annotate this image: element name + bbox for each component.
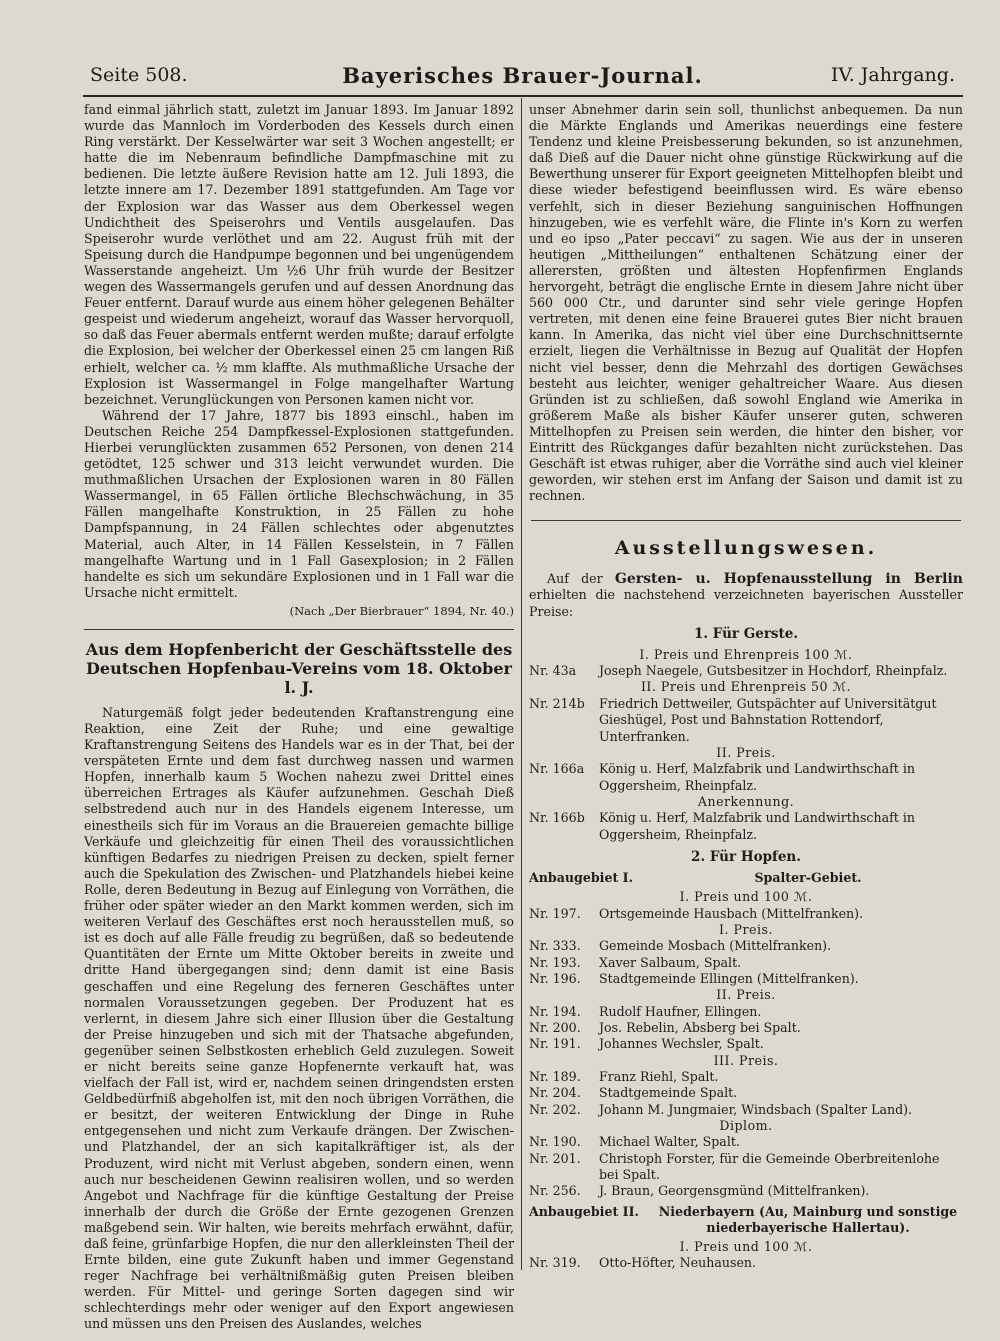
prize-heading: I. Preis. — [719, 921, 773, 937]
entry-text: Ortsgemeinde Hausbach (Mittelfranken). — [599, 905, 864, 921]
growing-area-heading — [529, 1204, 963, 1236]
right-column — [529, 102, 963, 1271]
boiler-statistics-paragraph: Während der 17 Jahre, 1877 bis 1893 einschl., haben im Deutschen Reiche 254 Dampfkessel-Explosionen stattgefunden. Hierbei verunglückten zusammen 652 Personen, von denen 214 getödtet, 125 schwer und 313 leicht verwundet wurden. Die muthmaßlichen Ursachen der Explosionen waren in 80 Fällen Wassermangel, in 65 Fällen örtliche Blechschwächung, in 35 Fällen mangelhafte Konstruktion, in 25 Fällen zu hohe Dampfspannung, in 24 Fällen schlechtes oder abgenutztes Material, auch Alter, in 14 Fällen Kesselstein, in 7 Fällen mangelhafte Wartung und in 1 Fall Gasexplosion; in 2 Fällen handelte es sich um sekundäre Explosionen und in 1 Fall war die Ursache nicht ermittelt. — [84, 407, 514, 600]
entry-number: Nr. 166b — [529, 810, 585, 826]
hop-report-continuation: unser Abnehmer darin sein soll, thunlichst anbequemen. Da nun die Märkte Englands und Amerikas neuerdings eine festere Tendenz und kleine Preisbesserung bekunden, so ist anzunehmen, daß Dieß auf die Dauer nicht ohne günstige Rückwirkung auf die Bewerthung unserer für Export geeigneten Mittelhopfen bleibt und diese wieder befestigend beeinflussen wird. Es wäre ebenso verfehlt, sich in dieser Beziehung sanguinischen Hoffnungen hinzugeben, wie es verfehlt wäre, die Flinte in's Korn zu werfen und eo ipso „Pater peccavi“ zu sagen. Wie aus der in unseren heutigen „Mittheilungen“ enthaltenen Schätzung einer der allerersten, größten und ältesten Hopfenfirmen Englands hervorgeht, beträgt die englische Ernte in diesem Jahre nicht über 560 000 Ctr., und darunter sind sehr viele geringe Hopfen vertreten, mit denen eine feine Brauerei gutes Bier nicht brauen kann. In Amerika, das nicht viel über eine Durchschnittsernte erzielt, liegen die Verhältnisse in Bezug auf Qualität der Hopfen nicht viel besser, denn die Mehrzahl des dortigen Gewächses besteht aus leichter, weniger gehaltreicher Waare. Aus diesen Gründen ist zu schließen, daß sowohl England wie Amerika in größerem Maße als bisher Käufer unserer guten, schweren Mittelhopfen zu Preisen sein werden, die hinter den bisher, vor Eintritt des Rückganges dafür bezahlten nicht zurückstehen. Das Geschäft ist etwas ruhiger, aber die Vorräthe sind auch viel kleiner geworden, wir stehen erst im Anfang der Saison und damit ist zu rechnen. — [529, 102, 963, 504]
boiler-report-continuation: fand einmal jährlich statt, zuletzt im Januar 1893. Im Januar 1892 wurde das Mannloch im Vorderboden des Kessels durch einen Ring verstärkt. Der Kesselwärter war seit 3 Wochen angestellt; er hatte die im Nebenraum befindliche Dampfmaschine mit zu bedienen. Die letzte äußere Revision hatte am 12. Juli 1893, die letzte innere am 17. Dezember 1891 stattgefunden. Am Tage vor der Explosion war das Wasser aus dem Oberkessel wegen Undichtheit des Speiserohrs und Ventils ausgelaufen. Das Speiserohr wurde verlöthet und am 22. August früh mit der Speisung durch die Handpumpe begonnen und bei ungenügendem Wasserstande angeheizt. Um ½6 Uhr früh wurde der Besitzer wegen des Wassermangels gerufen und auf dessen Anordnung das Feuer entfernt. Darauf wurde aus einem höher gelegenen Behälter gespeist und wiederum angeheizt, worauf das Wasser hervorquoll, so daß das Feuer abermals entfernt werden mußte; darauf erfolgte die Explosion, bei welcher der Oberkessel einen 25 cm langen Riß erhielt, welcher ca. ½ mm klaffte. Als muthmaßliche Ursache der Explosion ist Wassermangel in Folge mangelhafter Wartung bezeichnet. Verunglückungen von Personen kamen nicht vor. — [84, 102, 514, 407]
list-item — [529, 1151, 963, 1184]
entry-text: Otto-Höfter, Neuhausen. — [599, 1255, 757, 1271]
entry-text: Xaver Salbaum, Spalt. — [599, 954, 742, 970]
prize-heading: Anerkennung. — [697, 793, 795, 809]
hop-report-title: Aus dem Hopfenbericht der Geschäftsstelle des Deutschen Hopfenbau-Vereins vom 18. Oktober l. J. — [85, 639, 513, 697]
entry-number: Nr. 333. — [529, 938, 581, 954]
article-separator — [84, 629, 514, 630]
growing-area-heading — [529, 870, 963, 886]
entry-text: Jos. Rebelin, Absberg bei Spalt. — [599, 1019, 801, 1035]
area-name: Niederbayern (Au, Mainburg und sonstige niederbayerische Hallertau). — [658, 1203, 958, 1235]
journal-title: Bayerisches Brauer-Journal. — [342, 63, 703, 88]
list-item — [529, 1255, 963, 1271]
entry-number: Nr. 196. — [529, 970, 581, 986]
prize-heading: Diplom. — [719, 1117, 773, 1133]
entry-number: Nr. 193. — [529, 954, 581, 970]
entry-text: Franz Riehl, Spalt. — [599, 1069, 719, 1085]
list-item — [529, 810, 963, 843]
volume-year: IV. Jahrgang. — [830, 64, 955, 86]
exhibition-intro — [529, 571, 963, 619]
entry-text: König u. Herf, Malzfabrik und Landwirthschaft in Oggersheim, Rheinpfalz. — [599, 810, 915, 842]
source-citation: (Nach „Der Bierbrauer“ 1894, Nr. 40.) — [289, 603, 514, 618]
entry-number: Nr. 191. — [529, 1036, 581, 1052]
entry-number: Nr. 204. — [529, 1085, 581, 1101]
list-item — [529, 761, 963, 794]
intro-exhibition-name: Gersten- u. Hopfenausstellung in Berlin — [614, 571, 963, 588]
entry-number: Nr. 200. — [529, 1019, 581, 1035]
entry-text: Johannes Wechsler, Spalt. — [599, 1036, 764, 1052]
entry-number: Nr. 43a — [529, 663, 577, 679]
entry-number: Nr. 197. — [529, 905, 581, 921]
entry-text: Joseph Naegele, Gutsbesitzer in Hochdorf, Rheinpfalz. — [599, 663, 948, 679]
prize-heading: I. Preis und 100 ℳ. — [679, 889, 813, 904]
section-separator — [531, 520, 961, 521]
list-item — [529, 955, 963, 971]
entry-number: Nr. 190. — [529, 1134, 581, 1150]
entry-number: Nr. 194. — [529, 1003, 581, 1019]
list-item — [529, 938, 963, 954]
list-item — [529, 663, 963, 679]
entry-text: Stadtgemeinde Ellingen (Mittelfranken). — [599, 970, 859, 986]
area-label: Anbaugebiet II. — [529, 1203, 639, 1219]
area-label: Anbaugebiet I. — [529, 870, 633, 885]
entry-number: Nr. 189. — [529, 1069, 581, 1085]
entry-number: Nr. 319. — [529, 1255, 581, 1271]
prize-heading: I. Preis und Ehrenpreis 100 ℳ. — [639, 646, 853, 662]
entry-text: Rudolf Haufner, Ellingen. — [599, 1003, 762, 1019]
category-hops: 2. Für Hopfen. — [691, 849, 801, 865]
intro-lead: Auf der — [547, 571, 603, 587]
entry-text: Michael Walter, Spalt. — [599, 1134, 740, 1150]
area-name: Spalter-Gebiet. — [754, 870, 862, 885]
header-rule — [83, 95, 963, 97]
left-column — [84, 102, 514, 1333]
list-item — [529, 1004, 963, 1020]
entry-text: Christoph Forster, für die Gemeinde Oberbreitenlohe bei Spalt. — [599, 1150, 940, 1183]
category-barley: 1. Für Gerste. — [693, 625, 799, 642]
list-item — [529, 1183, 963, 1199]
prize-heading: I. Preis und 100 ℳ. — [679, 1238, 813, 1254]
entry-text: Stadtgemeinde Spalt. — [599, 1085, 738, 1101]
entry-number: Nr. 256. — [529, 1183, 581, 1199]
entry-number: Nr. 214b — [529, 695, 585, 711]
entry-text: Gemeinde Mosbach (Mittelfranken). — [599, 938, 832, 954]
list-item — [529, 906, 963, 922]
list-item — [529, 696, 963, 745]
prize-heading: II. Preis. — [716, 744, 776, 760]
exhibition-section-title: Ausstellungswesen. — [614, 537, 878, 560]
entry-number: Nr. 201. — [529, 1150, 581, 1166]
column-divider — [521, 98, 522, 1270]
entry-number: Nr. 166a — [529, 761, 585, 777]
prize-heading: II. Preis und Ehrenpreis 50 ℳ. — [640, 679, 852, 695]
list-item — [529, 1134, 963, 1150]
page-header — [90, 64, 955, 94]
prize-heading: II. Preis. — [716, 987, 776, 1003]
entry-text: J. Braun, Georgensgmünd (Mittelfranken). — [599, 1183, 870, 1199]
hop-report-body: Naturgemäß folgt jeder bedeutenden Kraftanstrengung eine Reaktion, eine Zeit der Ruhe; und eine gewaltige Kraftanstrengung Seitens des Handels war es in der That, bei der verspäteten Ernte und dem fast durchweg nassen und warmen Hopfen, innerhalb kaum 5 Wochen nahezu zwei Drittel eines überreichen Ertrages als Käufer aufzunehmen. Geschah Dieß selbstredend auch nur in des Handels eigenem Interesse, um einestheils sich für im Voraus an die Brauereien gemachte billige Verkäufe und gleichzeitig für einen Theil des voraussichtlichen künftigen Bedarfes zu niedrigen Preisen zu decken, spielt ferner auch die Spekulation des Zwischen- und Platzhandels hiebei keine Rolle, deren Bedeutung in Bezug auf Einlegung von Vorräthen, die früher oder später wieder an den Markt kommen werden, sich im weiteren Verlauf des Geschäftes erst noch herausstellen muß, so ist es doch auf alle Fälle freudig zu begrüßen, daß so bedeutende Quantitäten der Ernte um Mitte Oktober bereits in zweite und dritte Hand übergegangen sind; denn damit ist eine Basis geschaffen und eine Regelung des ferneren Geschäftes unter normalen Voraussetzungen gegeben. Der Produzent hat es verlernt, in diesem Jahre sich einer Illusion über die Gestaltung der Preise hinzugeben und sich mit der Thatsache abgefunden, gegenüber seinen Selbstkosten erheblich Geld zuzulegen. Soweit er nicht bereits seine ganze Hopfenernte verkauft hat, was vielfach der Fall ist, wird er, nachdem seinen dringendsten ersten Geldbedürfniß abgeholfen ist, mit den noch übrigen Vorräthen, die er besitzt, der weiteren Entwicklung der Dinge in Ruhe entgegensehen und nicht zum Verkaufe drängen. Der Zwischen- und Platzhandel, der an sich kapitalkräftiger ist, als der Produzent, wird nicht mit Verlust abgeben, sondern einen, wenn auch nur bescheidenen Gewinn realisiren wollen, und so werden Angebot und Nachfrage für die künftige Gestaltung der Preise innerhalb der durch die Größe der Ernte gezogenen Grenzen maßgebend sein. Wir halten, wie bereits mehrfach erwähnt, dafür, daß feine, grünfarbige Hopfen, die nur den allerkleinsten Theil der Ernte bilden, eine gute Zukunft haben und immer Gegenstand reger Nachfrage bei verhältnißmäßig guten Preisen bleiben werden. Für Mittel- und geringe Sorten dagegen sind wir schlechterdings mehr oder weniger auf den Export angewiesen und müssen uns den Preisen des Auslandes, welches — [84, 704, 514, 1332]
list-item — [529, 1102, 963, 1118]
list-item — [529, 971, 963, 987]
prize-heading: III. Preis. — [713, 1052, 779, 1068]
list-item — [529, 1036, 963, 1052]
list-item — [529, 1020, 963, 1036]
entry-text: Johann M. Jungmaier, Windsbach (Spalter Land). — [599, 1101, 913, 1117]
list-item — [529, 1085, 963, 1101]
intro-rest: erhielten die nachstehend verzeichneten bayerischen Aussteller Preise: — [529, 587, 963, 619]
page-number: Seite 508. — [90, 64, 188, 86]
list-item — [529, 1069, 963, 1085]
entry-text: König u. Herf, Malzfabrik und Landwirthschaft in Oggersheim, Rheinpfalz. — [599, 761, 915, 793]
entry-text: Friedrich Dettweiler, Gutspächter auf Universitätgut Gieshügel, Post und Bahnstation Rottendorf, Unterfranken. — [599, 695, 937, 744]
entry-number: Nr. 202. — [529, 1101, 581, 1117]
